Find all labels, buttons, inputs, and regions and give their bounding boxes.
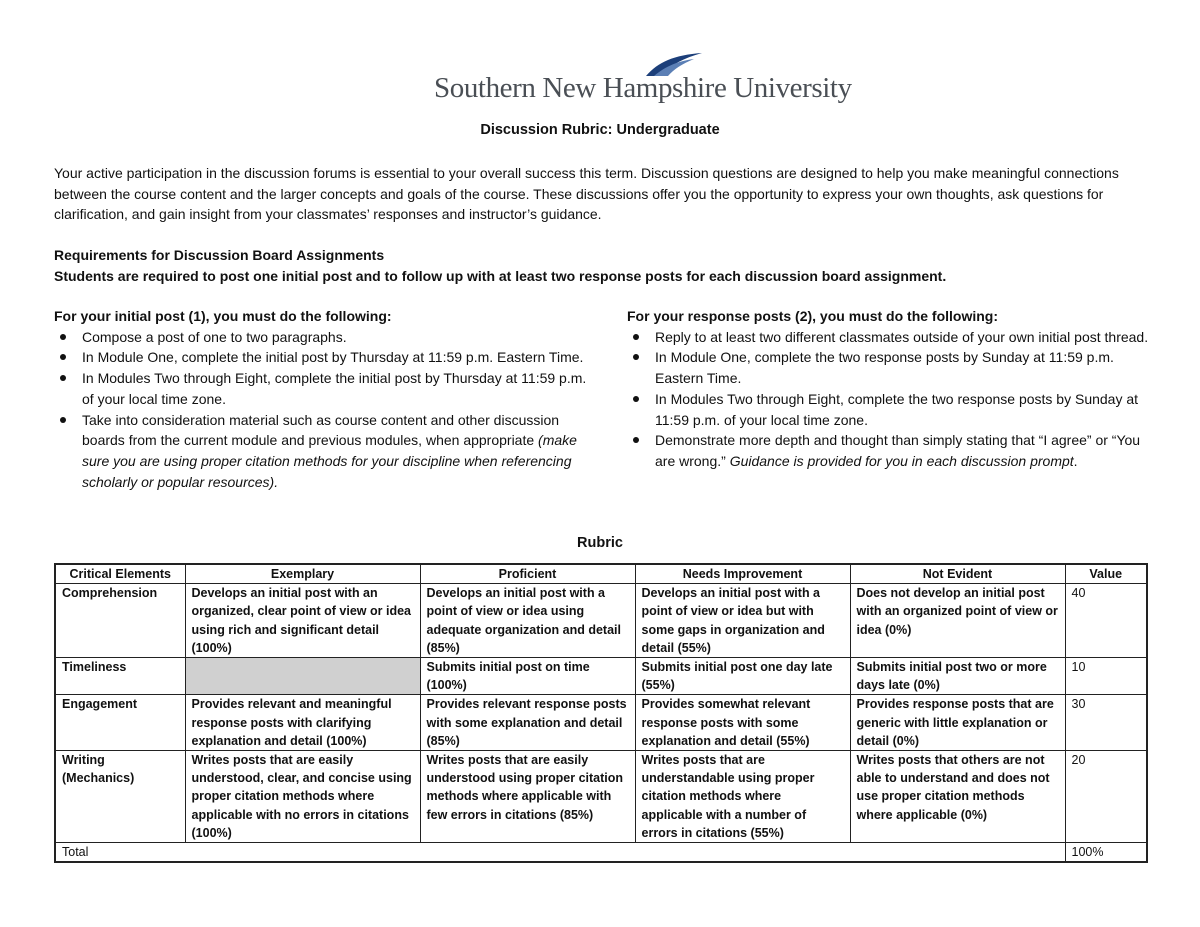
critical-element: Writing (Mechanics): [55, 751, 185, 843]
critical-element: Engagement: [55, 695, 185, 751]
initial-post-list: [54, 327, 589, 493]
table-row: [55, 751, 1147, 843]
list-item: Demonstrate more depth and thought than simply stating that “I agree” or “You are wrong.” Guidance is provided for you in each discussion prompt.: [655, 430, 1152, 471]
rubric-header-row: [55, 564, 1147, 584]
not-evident-cell: Provides response posts that are generic with little explanation or detail (0%): [850, 695, 1065, 751]
header-value: Value: [1065, 564, 1147, 584]
table-row: [55, 695, 1147, 751]
needs-improvement-cell: Writes posts that are understandable using proper citation methods where applicable with a number of errors in citations (55%): [635, 751, 850, 843]
rubric-title: Rubric: [577, 535, 623, 551]
total-label: Total: [55, 843, 1065, 863]
header-critical-elements: Critical Elements: [55, 564, 185, 584]
requirements-heading: Requirements for Discussion Board Assignments: [54, 247, 385, 263]
proficient-cell: Develops an initial post with a point of view or idea using adequate organization and detail (85%): [420, 584, 635, 658]
critical-element: Comprehension: [55, 584, 185, 658]
list-item: In Module One, complete the initial post by Thursday at 11:59 p.m. Eastern Time.: [82, 347, 589, 368]
response-posts-heading: For your response posts (2), you must do the following:: [627, 308, 999, 324]
exemplary-cell-empty: [185, 658, 420, 695]
proficient-cell: Writes posts that are easily understood using proper citation methods where applicable with few errors in citations (85%): [420, 751, 635, 843]
rubric-table: [54, 563, 1148, 863]
header-needs-improvement: Needs Improvement: [635, 564, 850, 584]
list-item: In Modules Two through Eight, complete the initial post by Thursday at 11:59 p.m. of your local time zone.: [82, 368, 589, 409]
total-value: 100%: [1065, 843, 1147, 863]
proficient-cell: Submits initial post on time (100%): [420, 658, 635, 695]
header-exemplary: Exemplary: [185, 564, 420, 584]
proficient-cell: Provides relevant response posts with some explanation and detail (85%): [420, 695, 635, 751]
table-row: [55, 658, 1147, 695]
response-posts-list: [627, 327, 1152, 472]
response-posts-section: [627, 306, 1152, 472]
header-proficient: Proficient: [420, 564, 635, 584]
table-row: [55, 584, 1147, 658]
needs-improvement-cell: Provides somewhat relevant response posts with some explanation and detail (55%): [635, 695, 850, 751]
initial-post-heading: For your initial post (1), you must do the following:: [54, 308, 392, 324]
needs-improvement-cell: Develops an initial post with a point of view or idea but with some gaps in organization and detail (55%): [635, 584, 850, 658]
value-cell: 30: [1065, 695, 1147, 751]
university-logo: [434, 52, 852, 108]
list-item: In Module One, complete the two response posts by Sunday at 11:59 p.m. Eastern Time.: [655, 347, 1152, 388]
not-evident-cell: Submits initial post two or more days late (0%): [850, 658, 1065, 695]
list-item: Take into consideration material such as course content and other discussion boards from the current module and previous modules, when appropriate (make sure you are using proper citation methods for your discipline when referencing scholarly or popular resources).: [82, 410, 589, 493]
document-title: Discussion Rubric: Undergraduate: [480, 122, 720, 138]
requirements-text: Students are required to post one initial post and to follow up with at least two response posts for each discussion board assignment.: [54, 268, 947, 284]
not-evident-cell: Writes posts that others are not able to understand and does not use proper citation methods where applicable (0%): [850, 751, 1065, 843]
logo-text: Southern New Hampshire University: [434, 72, 852, 104]
critical-element: Timeliness: [55, 658, 185, 695]
needs-improvement-cell: Submits initial post one day late (55%): [635, 658, 850, 695]
list-item: Reply to at least two different classmates outside of your own initial post thread.: [655, 327, 1152, 348]
value-cell: 20: [1065, 751, 1147, 843]
total-row: [55, 843, 1147, 863]
header-not-evident: Not Evident: [850, 564, 1065, 584]
initial-post-section: [54, 306, 589, 492]
intro-paragraph: Your active participation in the discussion forums is essential to your overall success this term. Discussion questions are designed to help you make meaningful connections between the course content and the larger concepts and goals of the course. These discussions offer you the opportunity to express your own thoughts, ask questions for clarification, and gain insight from your classmates’ responses and instructor’s guidance.: [54, 165, 1119, 223]
exemplary-cell: Develops an initial post with an organized, clear point of view or idea using rich and significant detail (100%): [185, 584, 420, 658]
exemplary-cell: Writes posts that are easily understood, clear, and concise using proper citation methods where applicable with no errors in citations (100%): [185, 751, 420, 843]
list-item: In Modules Two through Eight, complete the two response posts by Sunday at 11:59 p.m. of your local time zone.: [655, 389, 1152, 430]
list-item: Compose a post of one to two paragraphs.: [82, 327, 589, 348]
exemplary-cell: Provides relevant and meaningful response posts with clarifying explanation and detail (100%): [185, 695, 420, 751]
value-cell: 40: [1065, 584, 1147, 658]
not-evident-cell: Does not develop an initial post with an organized point of view or idea (0%): [850, 584, 1065, 658]
value-cell: 10: [1065, 658, 1147, 695]
